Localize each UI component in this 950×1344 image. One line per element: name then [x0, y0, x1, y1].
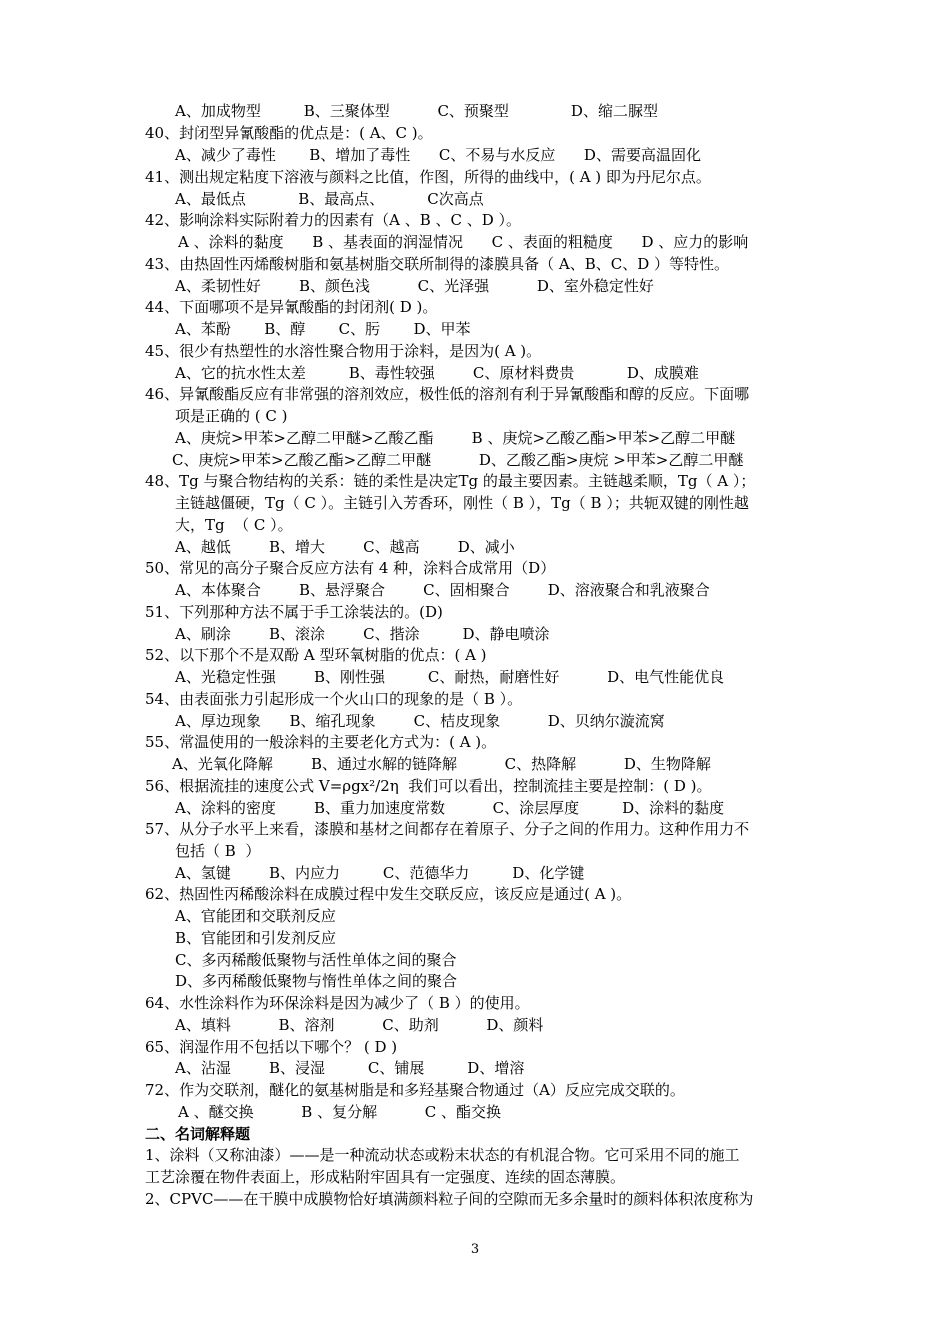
option-line: A 、醚交换 B 、复分解 C 、酯交换: [178, 1103, 501, 1121]
option-line: A、官能团和交联剂反应: [175, 907, 336, 925]
option-line: A、光氧化降解 B、通过水解的链降解 C、热降解 D、生物降解: [172, 755, 711, 773]
option-line: A、苯酚 B、醇 C、肟 D、甲苯: [175, 320, 471, 338]
page-number: 3: [470, 1242, 480, 1257]
question-continuation: 主链越僵硬，Tg（ C ）。主链引入芳香环，刚性（ B ），Tg（ B ）；共轭双键的刚性越: [175, 494, 749, 512]
question-continuation: 包括（ B ）: [175, 842, 261, 860]
question-continuation: 大，Tg （ C ）。: [175, 516, 293, 534]
question-line: 42、影响涂料实际附着力的因素有（A 、B 、C 、D ）。: [145, 211, 522, 229]
question-line: 43、由热固性丙烯酸树脂和氨基树脂交联所制得的漆膜具备（ A、B、C、D ）等特性。: [145, 255, 729, 273]
option-line: A、加成物型 B、三聚体型 C、预聚型 D、缩二脲型: [175, 102, 658, 120]
option-line: A、光稳定性强 B、刚性强 C、耐热，耐磨性好 D、电气性能优良: [175, 668, 725, 686]
question-line: 48、Tg 与聚合物结构的关系：链的柔性是决定Tg 的最主要因素。主链越柔顺，Tg（ A ）；: [145, 472, 756, 490]
question-line: 54、由表面张力引起形成一个火山口的现象的是（ B ）。: [145, 690, 523, 708]
question-line: 52、以下那个不是双酚 A 型环氧树脂的优点：( A ): [145, 646, 487, 664]
section-heading: 二、名词解释题: [145, 1125, 251, 1143]
option-line: C、庚烷>甲苯>乙酸乙酯>乙醇二甲醚 D、乙酸乙酯>庚烷 >甲苯>乙醇二甲醚: [172, 451, 744, 469]
question-line: 41、测出规定粘度下溶液与颜料之比值，作图，所得的曲线中，( A ) 即为丹尼尔点。: [145, 168, 711, 186]
question-line: 56、根据流挂的速度公式 V=ρgx²/2η 我们可以看出，控制流挂主要是控制：( D )。: [145, 777, 712, 795]
question-line: 57、从分子水平上来看，漆膜和基材之间都存在着原子、分子之间的作用力。这种作用力不: [145, 820, 750, 838]
option-line: A、厚边现象 B、缩孔现象 C、桔皮现象 D、贝纳尔漩流窝: [175, 712, 665, 730]
question-line: 50、常见的高分子聚合反应方法有 4 种，涂料合成常用（D）: [145, 559, 556, 577]
option-line: A、柔韧性好 B、颜色浅 C、光泽强 D、室外稳定性好: [175, 277, 654, 295]
option-line: A、庚烷>甲苯>乙醇二甲醚>乙酸乙酯 B 、庚烷>乙酸乙酯>甲苯>乙醇二甲醚: [175, 429, 736, 447]
question-line: 72、作为交联剂，醚化的氨基树脂是和多羟基聚合物通过（A）反应完成交联的。: [145, 1081, 685, 1099]
option-line: A、本体聚合 B、悬浮聚合 C、固相聚合 D、溶液聚合和乳液聚合: [175, 581, 710, 599]
option-line: A、最低点 B、最高点、 C次高点: [175, 190, 484, 208]
option-line: A、填料 B、溶剂 C、助剂 D、颜料: [175, 1016, 544, 1034]
option-line: D、多丙稀酸低聚物与惰性单体之间的聚合: [175, 972, 458, 990]
option-line: C、多丙稀酸低聚物与活性单体之间的聚合: [175, 951, 457, 969]
option-line: A、越低 B、增大 C、越高 D、减小: [175, 538, 515, 556]
definition-line: 2、CPVC——在干膜中成膜物恰好填满颜料粒子间的空隙而无多余量时的颜料体积浓度称为: [145, 1190, 754, 1208]
question-line: 44、下面哪项不是异氰酸酯的封闭剂( D )。: [145, 298, 438, 316]
question-line: 65、润湿作用不包括以下哪个？ ( D ): [145, 1038, 398, 1056]
question-line: 46、异氰酸酯反应有非常强的溶剂效应，极性低的溶剂有利于异氰酸酯和醇的反应。下面哪: [145, 385, 750, 403]
question-line: 40、封闭型异氰酸酯的优点是：( A、C )。: [145, 124, 433, 142]
option-line: A 、涂料的黏度 B 、基表面的润湿情况 C 、表面的粗糙度 D 、应力的影响: [178, 233, 749, 251]
question-continuation: 项是正确的 ( C ): [175, 407, 288, 425]
option-line: A、涂料的密度 B、重力加速度常数 C、涂层厚度 D、涂料的黏度: [175, 799, 725, 817]
question-line: 45、很少有热塑性的水溶性聚合物用于涂料，是因为( A )。: [145, 342, 542, 360]
question-line: 55、常温使用的一般涂料的主要老化方式为：( A )。: [145, 733, 497, 751]
option-line: A、它的抗水性太差 B、毒性较强 C、原材料费贵 D、成膜难: [175, 364, 699, 382]
option-line: A、减少了毒性 B、增加了毒性 C、不易与水反应 D、需要高温固化: [175, 146, 701, 164]
definition-continuation: 工艺涂覆在物件表面上，形成粘附牢固具有一定强度、连续的固态薄膜。: [145, 1168, 626, 1186]
option-line: A、刷涂 B、滚涂 C、揩涂 D、静电喷涂: [175, 625, 550, 643]
question-line: 62、热固性丙稀酸涂料在成膜过程中发生交联反应，该反应是通过( A )。: [145, 885, 632, 903]
option-line: A、氢键 B、内应力 C、范德华力 D、化学键: [175, 864, 585, 882]
option-line: A、沾湿 B、浸湿 C、铺展 D、增溶: [175, 1059, 525, 1077]
question-line: 51、下列那种方法不属于手工涂装法的。(D): [145, 603, 443, 621]
question-line: 64、水性涂料作为环保涂料是因为减少了（ B ）的使用。: [145, 994, 530, 1012]
option-line: B、官能团和引发剂反应: [175, 929, 337, 947]
definition-line: 1、涂料（又称油漆）——是一种流动状态或粉末状态的有机混合物。它可采用不同的施工: [145, 1146, 740, 1164]
